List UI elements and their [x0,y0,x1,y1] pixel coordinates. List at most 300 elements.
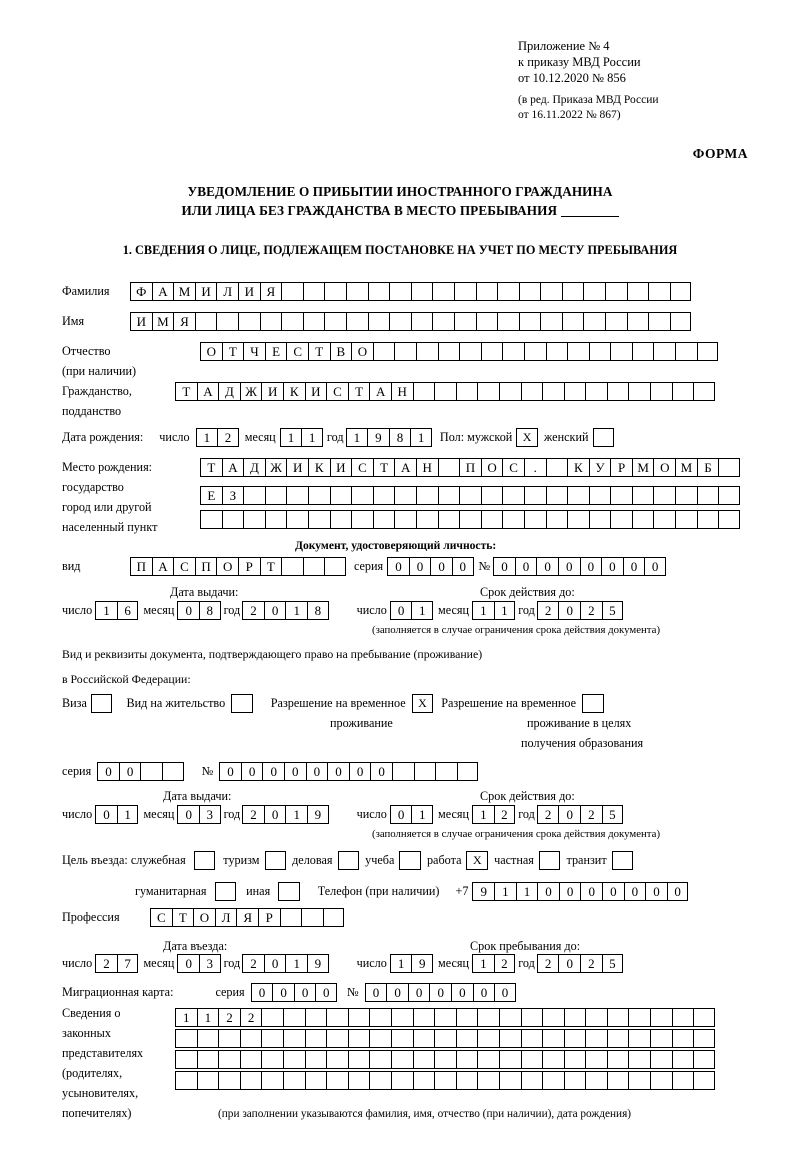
input-cell[interactable] [697,342,719,361]
input-cell[interactable]: О [193,908,215,927]
input-cell[interactable]: 3 [199,805,221,824]
citizenship-field[interactable] [175,382,715,401]
input-cell[interactable]: 0 [241,762,263,781]
input-cell[interactable]: Б [697,458,719,477]
input-cell[interactable]: 1 [411,601,433,620]
input-cell[interactable] [481,486,503,505]
input-cell[interactable] [346,282,368,301]
input-cell[interactable] [693,1029,715,1048]
input-cell[interactable]: 1 [117,805,139,824]
permit-valid-year-field[interactable] [537,805,623,824]
input-cell[interactable]: А [152,557,174,576]
input-cell[interactable]: Т [222,342,244,361]
purpose-humanitarian-checkbox[interactable] [215,882,237,901]
input-cell[interactable] [672,1071,694,1090]
input-cell[interactable] [394,510,416,529]
input-cell[interactable]: 0 [177,805,199,824]
permit-valid-month-field[interactable] [472,805,515,824]
input-cell[interactable]: Д [218,382,240,401]
input-cell[interactable] [546,342,568,361]
input-cell[interactable] [675,510,697,529]
input-cell[interactable]: 1 [95,601,117,620]
input-cell[interactable] [632,510,654,529]
input-cell[interactable] [348,1050,370,1069]
migration-card-series-field[interactable] [251,983,337,1002]
input-cell[interactable]: М [632,458,654,477]
input-cell[interactable]: 0 [251,983,273,1002]
input-cell[interactable] [502,486,524,505]
input-cell[interactable] [540,312,562,331]
input-cell[interactable]: Ж [240,382,262,401]
input-cell[interactable] [481,342,503,361]
input-cell[interactable] [197,1029,219,1048]
input-cell[interactable] [330,510,352,529]
input-cell[interactable] [222,510,244,529]
input-cell[interactable]: И [286,458,308,477]
input-cell[interactable]: 0 [264,601,286,620]
input-cell[interactable]: 2 [537,805,559,824]
input-cell[interactable] [610,510,632,529]
input-cell[interactable]: 1 [472,601,494,620]
input-cell[interactable] [650,1050,672,1069]
input-cell[interactable]: С [286,342,308,361]
input-cell[interactable]: 1 [472,954,494,973]
input-cell[interactable] [281,282,303,301]
input-cell[interactable] [394,486,416,505]
sex-male-checkbox[interactable]: X [516,428,538,447]
input-cell[interactable]: 0 [272,983,294,1002]
input-cell[interactable] [434,1071,456,1090]
input-cell[interactable] [175,1029,197,1048]
input-cell[interactable]: 1 [346,428,368,447]
input-cell[interactable] [546,458,568,477]
input-cell[interactable] [502,342,524,361]
input-cell[interactable] [627,282,649,301]
input-cell[interactable] [610,486,632,505]
input-cell[interactable]: 1 [285,805,307,824]
input-cell[interactable] [521,1008,543,1027]
input-cell[interactable] [524,510,546,529]
input-cell[interactable] [628,382,650,401]
legal-rep-row-4[interactable] [175,1071,715,1090]
input-cell[interactable]: Т [373,458,395,477]
input-cell[interactable]: 0 [386,983,408,1002]
input-cell[interactable]: Я [173,312,195,331]
patronymic-field[interactable] [200,342,718,361]
input-cell[interactable] [564,1071,586,1090]
birth-month-field[interactable] [280,428,323,447]
birth-day-field[interactable] [196,428,239,447]
input-cell[interactable] [542,1071,564,1090]
temp-residence-checkbox[interactable]: X [412,694,434,713]
input-cell[interactable] [346,312,368,331]
input-cell[interactable] [672,1029,694,1048]
input-cell[interactable] [240,1071,262,1090]
input-cell[interactable] [607,382,629,401]
input-cell[interactable]: Р [610,458,632,477]
input-cell[interactable] [411,282,433,301]
input-cell[interactable] [718,486,740,505]
document-valid-month-field[interactable] [472,601,515,620]
input-cell[interactable] [373,510,395,529]
input-cell[interactable]: 0 [559,882,581,901]
input-cell[interactable] [524,486,546,505]
input-cell[interactable] [477,1029,499,1048]
input-cell[interactable] [369,1008,391,1027]
input-cell[interactable]: 1 [197,1008,219,1027]
input-cell[interactable] [301,908,323,927]
input-cell[interactable]: 0 [494,983,516,1002]
input-cell[interactable] [675,342,697,361]
input-cell[interactable] [413,1071,435,1090]
input-cell[interactable] [265,510,287,529]
input-cell[interactable]: Т [172,908,194,927]
input-cell[interactable]: 0 [264,805,286,824]
input-cell[interactable] [324,282,346,301]
input-cell[interactable] [546,486,568,505]
birth-place-city-field[interactable] [200,486,740,505]
name-field[interactable] [130,312,691,331]
input-cell[interactable] [459,510,481,529]
input-cell[interactable] [521,1071,543,1090]
input-cell[interactable]: . [524,458,546,477]
input-cell[interactable] [324,312,346,331]
input-cell[interactable]: С [173,557,195,576]
input-cell[interactable] [369,1050,391,1069]
input-cell[interactable] [197,1071,219,1090]
input-cell[interactable] [718,458,740,477]
input-cell[interactable] [632,342,654,361]
input-cell[interactable]: С [351,458,373,477]
input-cell[interactable] [326,1008,348,1027]
input-cell[interactable] [373,342,395,361]
input-cell[interactable] [697,510,719,529]
input-cell[interactable]: О [216,557,238,576]
input-cell[interactable] [261,1071,283,1090]
input-cell[interactable]: И [305,382,327,401]
input-cell[interactable] [238,312,260,331]
input-cell[interactable] [200,510,222,529]
input-cell[interactable] [438,458,460,477]
input-cell[interactable] [607,1029,629,1048]
input-cell[interactable] [653,486,675,505]
input-cell[interactable]: 0 [515,557,537,576]
input-cell[interactable] [413,1008,435,1027]
input-cell[interactable]: 0 [119,762,141,781]
input-cell[interactable] [589,342,611,361]
input-cell[interactable] [499,1008,521,1027]
input-cell[interactable] [438,510,460,529]
input-cell[interactable]: Т [348,382,370,401]
input-cell[interactable]: Ф [130,282,152,301]
input-cell[interactable]: 0 [262,762,284,781]
input-cell[interactable] [524,342,546,361]
input-cell[interactable]: С [150,908,172,927]
input-cell[interactable]: О [351,342,373,361]
input-cell[interactable]: 0 [558,805,580,824]
input-cell[interactable] [650,382,672,401]
input-cell[interactable]: 0 [409,557,431,576]
input-cell[interactable] [583,282,605,301]
input-cell[interactable] [697,486,719,505]
input-cell[interactable]: 0 [365,983,387,1002]
input-cell[interactable]: 1 [196,428,218,447]
purpose-study-checkbox[interactable] [399,851,421,870]
input-cell[interactable] [628,1050,650,1069]
input-cell[interactable]: 5 [602,601,624,620]
input-cell[interactable]: Я [236,908,258,927]
input-cell[interactable] [243,510,265,529]
input-cell[interactable]: 0 [537,882,559,901]
input-cell[interactable] [693,1071,715,1090]
input-cell[interactable]: 0 [558,954,580,973]
input-cell[interactable] [323,908,345,927]
input-cell[interactable] [392,762,414,781]
legal-rep-row-1[interactable] [175,1008,715,1027]
input-cell[interactable] [585,382,607,401]
input-cell[interactable]: И [238,282,260,301]
input-cell[interactable]: 2 [580,954,602,973]
input-cell[interactable]: 0 [645,882,667,901]
input-cell[interactable]: О [653,458,675,477]
input-cell[interactable] [567,510,589,529]
input-cell[interactable] [389,312,411,331]
input-cell[interactable]: 0 [387,557,409,576]
purpose-business-checkbox[interactable] [338,851,360,870]
input-cell[interactable] [583,312,605,331]
input-cell[interactable] [434,1029,456,1048]
input-cell[interactable] [348,1008,370,1027]
input-cell[interactable] [454,312,476,331]
input-cell[interactable] [416,486,438,505]
input-cell[interactable] [477,382,499,401]
input-cell[interactable] [434,382,456,401]
phone-field[interactable] [472,882,688,901]
input-cell[interactable]: 2 [240,1008,262,1027]
input-cell[interactable] [567,486,589,505]
input-cell[interactable] [564,382,586,401]
input-cell[interactable]: 7 [117,954,139,973]
input-cell[interactable]: А [152,282,174,301]
input-cell[interactable] [607,1008,629,1027]
input-cell[interactable] [411,312,433,331]
input-cell[interactable]: 2 [242,954,264,973]
input-cell[interactable] [589,510,611,529]
input-cell[interactable]: 0 [623,557,645,576]
input-cell[interactable]: 1 [285,954,307,973]
input-cell[interactable]: Т [308,342,330,361]
input-cell[interactable] [368,312,390,331]
input-cell[interactable] [348,1029,370,1048]
input-cell[interactable]: 0 [536,557,558,576]
edu-residence-checkbox[interactable] [582,694,604,713]
input-cell[interactable]: 9 [367,428,389,447]
input-cell[interactable]: 0 [97,762,119,781]
input-cell[interactable] [521,382,543,401]
input-cell[interactable]: 0 [408,983,430,1002]
input-cell[interactable]: 8 [307,601,329,620]
input-cell[interactable] [628,1029,650,1048]
input-cell[interactable]: 2 [580,601,602,620]
input-cell[interactable] [653,510,675,529]
input-cell[interactable]: П [130,557,152,576]
input-cell[interactable] [303,312,325,331]
input-cell[interactable] [476,312,498,331]
input-cell[interactable] [542,382,564,401]
input-cell[interactable] [542,1050,564,1069]
input-cell[interactable] [305,1029,327,1048]
input-cell[interactable] [477,1008,499,1027]
input-cell[interactable]: 1 [280,428,302,447]
birth-year-field[interactable] [346,428,432,447]
input-cell[interactable] [693,1008,715,1027]
input-cell[interactable]: С [326,382,348,401]
input-cell[interactable] [542,1008,564,1027]
input-cell[interactable]: И [330,458,352,477]
input-cell[interactable] [324,557,346,576]
input-cell[interactable] [648,312,670,331]
input-cell[interactable] [326,1071,348,1090]
input-cell[interactable] [197,1050,219,1069]
document-valid-day-field[interactable] [390,601,433,620]
input-cell[interactable] [286,510,308,529]
input-cell[interactable]: А [222,458,244,477]
input-cell[interactable]: Н [391,382,413,401]
input-cell[interactable]: О [481,458,503,477]
input-cell[interactable] [175,1050,197,1069]
input-cell[interactable] [564,1029,586,1048]
document-issue-day-field[interactable] [95,601,138,620]
input-cell[interactable]: А [369,382,391,401]
input-cell[interactable] [391,1008,413,1027]
input-cell[interactable]: 0 [390,601,412,620]
input-cell[interactable] [216,312,238,331]
input-cell[interactable] [414,762,436,781]
input-cell[interactable] [653,342,675,361]
input-cell[interactable] [459,486,481,505]
input-cell[interactable]: Р [258,908,280,927]
input-cell[interactable]: 9 [411,954,433,973]
input-cell[interactable] [308,510,330,529]
input-cell[interactable] [476,282,498,301]
input-cell[interactable] [240,1029,262,1048]
entry-year-field[interactable] [242,954,328,973]
input-cell[interactable]: 0 [624,882,646,901]
input-cell[interactable] [218,1050,240,1069]
input-cell[interactable] [303,282,325,301]
input-cell[interactable]: Л [215,908,237,927]
stay-year-field[interactable] [537,954,623,973]
sex-female-checkbox[interactable] [593,428,615,447]
permit-valid-day-field[interactable] [390,805,433,824]
input-cell[interactable] [456,1029,478,1048]
input-cell[interactable]: З [222,486,244,505]
input-cell[interactable]: Н [416,458,438,477]
input-cell[interactable] [632,486,654,505]
input-cell[interactable]: 0 [390,805,412,824]
input-cell[interactable]: 2 [95,954,117,973]
input-cell[interactable]: 0 [177,954,199,973]
input-cell[interactable] [369,1071,391,1090]
purpose-official-checkbox[interactable] [194,851,216,870]
document-number-field[interactable] [493,557,666,576]
visa-checkbox[interactable] [91,694,113,713]
input-cell[interactable] [675,486,697,505]
input-cell[interactable] [693,1050,715,1069]
input-cell[interactable] [456,382,478,401]
input-cell[interactable] [456,1071,478,1090]
input-cell[interactable] [260,312,282,331]
input-cell[interactable]: 0 [473,983,495,1002]
input-cell[interactable]: 2 [242,601,264,620]
input-cell[interactable]: Ж [265,458,287,477]
input-cell[interactable] [456,1008,478,1027]
input-cell[interactable] [519,282,541,301]
permit-issue-day-field[interactable] [95,805,138,824]
residence-permit-checkbox[interactable] [231,694,253,713]
surname-field[interactable] [130,282,691,301]
input-cell[interactable]: 0 [493,557,515,576]
input-cell[interactable]: 8 [199,601,221,620]
input-cell[interactable]: П [195,557,217,576]
input-cell[interactable] [610,342,632,361]
birth-place-city-field-2[interactable] [200,510,740,529]
input-cell[interactable] [564,1008,586,1027]
input-cell[interactable] [477,1050,499,1069]
input-cell[interactable] [434,1008,456,1027]
input-cell[interactable]: 0 [580,557,602,576]
input-cell[interactable] [540,282,562,301]
input-cell[interactable] [218,1071,240,1090]
document-valid-year-field[interactable] [537,601,623,620]
input-cell[interactable] [389,282,411,301]
input-cell[interactable] [330,486,352,505]
input-cell[interactable] [589,486,611,505]
input-cell[interactable] [281,312,303,331]
input-cell[interactable]: 2 [537,954,559,973]
input-cell[interactable] [413,1029,435,1048]
input-cell[interactable] [546,510,568,529]
input-cell[interactable]: 0 [644,557,666,576]
input-cell[interactable]: 9 [472,882,494,901]
input-cell[interactable]: Я [260,282,282,301]
input-cell[interactable] [434,1050,456,1069]
input-cell[interactable] [502,510,524,529]
input-cell[interactable] [628,1008,650,1027]
input-cell[interactable] [628,1071,650,1090]
input-cell[interactable]: 2 [242,805,264,824]
stay-month-field[interactable] [472,954,515,973]
input-cell[interactable]: 2 [218,1008,240,1027]
input-cell[interactable] [162,762,184,781]
input-cell[interactable]: 9 [307,954,329,973]
input-cell[interactable]: 0 [294,983,316,1002]
input-cell[interactable]: Т [260,557,282,576]
permit-issue-year-field[interactable] [242,805,328,824]
input-cell[interactable] [585,1071,607,1090]
input-cell[interactable]: 5 [602,805,624,824]
input-cell[interactable]: 1 [411,805,433,824]
permit-issue-month-field[interactable] [177,805,220,824]
input-cell[interactable]: 1 [285,601,307,620]
input-cell[interactable] [432,312,454,331]
input-cell[interactable]: 0 [264,954,286,973]
input-cell[interactable] [305,1071,327,1090]
input-cell[interactable]: 6 [117,601,139,620]
input-cell[interactable] [432,282,454,301]
input-cell[interactable] [281,557,303,576]
input-cell[interactable]: Т [175,382,197,401]
